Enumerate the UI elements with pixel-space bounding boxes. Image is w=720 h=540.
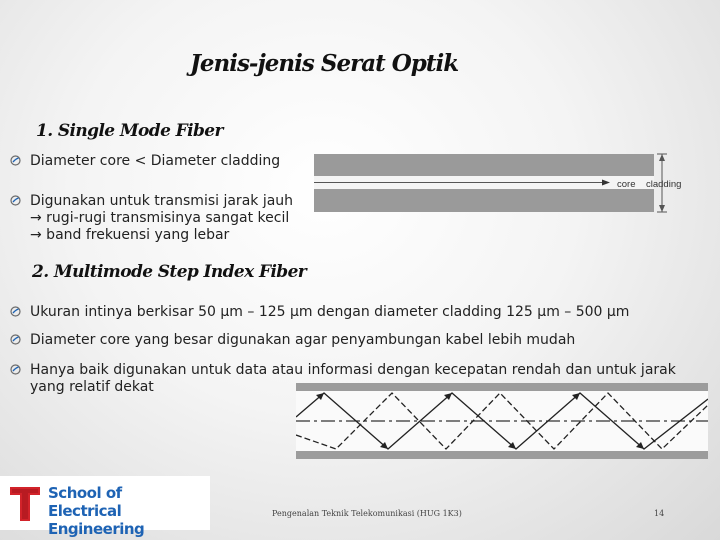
- core-label: core: [617, 179, 636, 190]
- bullet-icon: [10, 306, 21, 317]
- page-number: 14: [654, 509, 665, 518]
- bullet-icon: [10, 155, 21, 166]
- bullet-icon: [10, 364, 21, 375]
- logo-line-school: School of: [48, 484, 122, 502]
- footer-course-name: Pengenalan Teknik Telekomunikasi (HUG 1K3): [272, 509, 462, 518]
- single-mode-fiber-diagram: [314, 151, 706, 221]
- bullet-line: Digunakan untuk transmisi jarak jauh: [30, 193, 294, 209]
- bullet-core-size: Ukuran intinya berkisar 50 μm – 125 μm dengan diameter cladding 125 μm – 500 μm: [30, 304, 630, 320]
- telkom-logo-icon: [6, 481, 44, 525]
- bullet-line: yang relatif dekat: [30, 379, 154, 395]
- bullet-core-diameter: Diameter core < Diameter cladding: [30, 153, 281, 169]
- arrow-down-icon: [659, 205, 665, 212]
- bullet-large-core: Diameter core yang besar digunakan agar penyambungan kabel lebih mudah: [30, 332, 576, 348]
- cladding-label: cladding: [646, 179, 682, 190]
- bullet-icon: [10, 195, 21, 206]
- bullet-line: Hanya baik digunakan untuk data atau informasi dengan kecepatan rendah dan untuk jarak: [30, 362, 676, 378]
- bullet-long-distance: [30, 193, 293, 244]
- bullet-icon: [10, 334, 21, 345]
- multimode-fiber-diagram: [296, 383, 708, 459]
- section-heading-multimode: 2. Multimode Step Index Fiber: [32, 262, 307, 282]
- bullet-line: → band frekuensi yang lebar: [30, 227, 230, 243]
- slide-title: Jenis-jenis Serat Optik: [190, 50, 459, 77]
- section-heading-single-mode: 1. Single Mode Fiber: [36, 121, 223, 141]
- school-logo: [0, 476, 210, 538]
- logo-line-engineering: Electrical Engineering: [48, 502, 145, 538]
- arrow-up-icon: [659, 154, 665, 161]
- bullet-line: → rugi-rugi transmisinya sangat kecil: [30, 210, 290, 226]
